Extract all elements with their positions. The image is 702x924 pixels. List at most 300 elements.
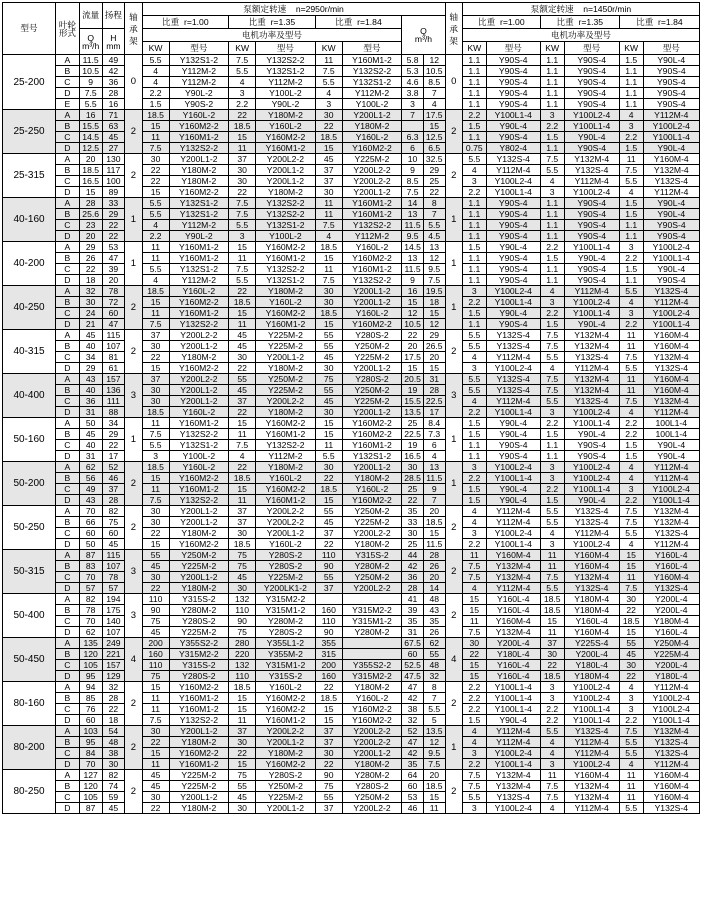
flow-cell: 120 [79,649,102,660]
table-row [3,660,700,671]
kw-cell: 30 [315,297,342,308]
motor-type-cell: Y132S2-2 [256,264,316,275]
kw-cell: 1.5 [142,99,169,110]
motor-type-cell: Y112M-4 [564,286,619,297]
head-cell: 37 [102,484,125,495]
motor-type-cell: Y90S-4 [486,77,540,88]
table-row [3,55,700,66]
motor-type-cell: Y160M-4 [643,792,699,803]
kw-cell: 30 [142,396,169,407]
motor-type-cell: Y160M2-2 [169,539,229,550]
kw-cell: 75 [315,781,342,792]
motor-type-cell: Y180M-2 [256,187,316,198]
head-1450-cell: 11.5 [423,539,445,550]
kw-cell: 110 [315,550,342,561]
flow-cell: 20 [79,231,102,242]
pump-model: 25-200 [3,55,56,110]
kw-cell: 5.5 [142,440,169,451]
motor-type-cell: Y225M-2 [342,352,402,363]
motor-type-cell: Y112M-4 [486,165,540,176]
motor-type-cell: Y100L2-4 [486,176,540,187]
pump-model: 40-200 [3,242,56,286]
kw-cell: 45 [229,330,256,341]
motor-type-cell: Y200L-4 [643,605,699,616]
kw-cell: 55 [229,781,256,792]
flow-cell: 45 [79,429,102,440]
header-type: 型号 [486,42,540,55]
kw-cell: 3 [142,451,169,462]
kw-cell: 37 [229,726,256,737]
bearing-1450: 4 [445,638,462,682]
motor-type-cell: Y180M-2 [169,803,229,814]
flow-cell: 31 [79,451,102,462]
motor-type-cell: Y112M-4 [564,748,619,759]
kw-cell: 1.1 [462,88,486,99]
kw-cell: 5.5 [315,77,342,88]
motor-type-cell: Y200L1-2 [342,407,402,418]
motor-type-cell: Y90S-4 [564,264,619,275]
header-head-unit: H mm [102,29,125,55]
table-row [3,341,700,352]
motor-type-cell: Y160M-4 [564,550,619,561]
head-1450-cell: 8.5 [423,77,445,88]
impeller-cell: A [56,462,80,473]
motor-type-cell: Y132M-4 [564,341,619,352]
kw-cell: 1.1 [540,99,564,110]
motor-type-cell: Y112M-2 [256,451,316,462]
motor-type-cell: Y112M-4 [643,297,699,308]
kw-cell: 55 [142,550,169,561]
pump-model: 50-400 [3,594,56,638]
kw-cell: 4 [315,88,342,99]
kw-cell: 90 [315,561,342,572]
motor-type-cell: Y100L1-4 [643,319,699,330]
kw-cell: 22 [229,363,256,374]
flow-cell: 94 [79,682,102,693]
kw-cell: 1.5 [462,715,486,726]
motor-type-cell: Y112M-4 [486,396,540,407]
kw-cell: 30 [229,583,256,594]
flow-1450-cell: 3.8 [402,88,424,99]
table-row [3,451,700,462]
kw-cell: 22 [142,803,169,814]
motor-type-cell: Y315M2-2 [169,649,229,660]
table-row [3,539,700,550]
kw-cell: 22 [619,605,643,616]
kw-cell: 7.5 [619,165,643,176]
head-cell: 32 [102,682,125,693]
kw-cell: 5.5 [462,330,486,341]
kw-cell: 15 [462,594,486,605]
motor-type-cell: Y90L-4 [564,495,619,506]
motor-type-cell: Y315S-2 [256,671,316,682]
motor-type-cell: Y355M-2 [256,649,316,660]
bearing-2950: 2 [125,110,142,154]
head-1450-cell: 12 [423,319,445,330]
motor-type-cell: Y280S-2 [256,770,316,781]
head-1450-cell: 9.5 [423,264,445,275]
head-cell: 29 [102,209,125,220]
motor-type-cell: Y100L2-4 [564,407,619,418]
flow-1450-cell: 13 [402,209,424,220]
kw-cell: 4 [142,66,169,77]
flow-1450-cell: 12 [402,308,424,319]
motor-type-cell: Y280M-2 [256,616,316,627]
motor-type-cell: Y280S-2 [342,781,402,792]
flow-cell: 76 [79,704,102,715]
kw-cell: 7.5 [540,154,564,165]
kw-cell: 15 [315,704,342,715]
head-1450-cell: 22.5 [423,396,445,407]
motor-type-cell: Y160M1-2 [169,484,229,495]
kw-cell: 11 [142,418,169,429]
pump-model: 25-250 [3,110,56,154]
bearing-2950: 2 [125,330,142,374]
impeller-cell: B [56,66,80,77]
motor-type-cell: Y100L2-4 [564,473,619,484]
kw-cell: 11 [619,341,643,352]
motor-type-cell: Y225S-4 [564,638,619,649]
head-1450-cell: 17 [423,407,445,418]
kw-cell: 11 [142,242,169,253]
head-1450-cell: 9 [423,484,445,495]
kw-cell: 5.5 [619,286,643,297]
table-row [3,473,700,484]
impeller-cell: B [56,649,80,660]
kw-cell: 160 [315,605,342,616]
kw-cell: 30 [315,462,342,473]
motor-type-cell: Y160L-4 [643,627,699,638]
kw-cell: 15 [229,242,256,253]
motor-type-cell: Y90L-4 [486,308,540,319]
kw-cell: 3 [540,693,564,704]
kw-cell: 15 [462,605,486,616]
kw-cell: 2.2 [540,242,564,253]
kw-cell: 2.2 [540,704,564,715]
table-row [3,682,700,693]
kw-cell: 22 [315,121,342,132]
kw-cell: 30 [142,572,169,583]
impeller-cell: A [56,418,80,429]
motor-type-cell: Y160M1-2 [169,704,229,715]
motor-type-cell: Y180M-2 [169,176,229,187]
bearing-2950: 2 [125,770,142,814]
kw-cell: 18.5 [142,462,169,473]
motor-type-cell: Y200L1-2 [169,341,229,352]
kw-cell: 18.5 [315,484,342,495]
kw-cell: 30 [229,803,256,814]
kw-cell: 11 [315,440,342,451]
table-row [3,297,700,308]
head-1450-cell: 8 [423,198,445,209]
motor-type-cell: Y100L2-4 [564,297,619,308]
head-1450-cell: 20 [423,572,445,583]
kw-cell: 45 [619,649,643,660]
kw-cell: 22 [229,187,256,198]
kw-cell: 1.1 [462,231,486,242]
kw-cell: 2.2 [142,88,169,99]
flow-1450-cell: 46 [402,803,424,814]
motor-type-cell: Y355S2-2 [342,660,402,671]
header-ratio-184: 比重 r=1.84 [315,16,402,29]
kw-cell: 5.5 [540,396,564,407]
motor-type-cell: Y132M-4 [564,374,619,385]
kw-cell: 7.5 [315,220,342,231]
flow-1450-cell: 52.5 [402,660,424,671]
kw-cell: 1.5 [540,429,564,440]
kw-cell: 30 [540,649,564,660]
kw-cell: 1.1 [540,440,564,451]
header-ratio-184-b: 比重 r=1.84 [619,16,699,29]
head-cell: 115 [102,550,125,561]
kw-cell: 1.5 [462,121,486,132]
head-cell: 22 [102,440,125,451]
motor-type-cell: Y355L1-2 [256,638,316,649]
kw-cell: 1.5 [462,495,486,506]
kw-cell: 7.5 [462,627,486,638]
kw-cell: 7.5 [229,440,256,451]
motor-type-cell: Y280S-2 [256,561,316,572]
table-row [3,352,700,363]
flow-1450-cell: 9.5 [402,231,424,242]
flow-cell: 45 [79,330,102,341]
kw-cell: 110 [229,605,256,616]
kw-cell: 30 [229,737,256,748]
motor-type-cell: Y112M-4 [643,187,699,198]
motor-type-cell: Y180M-2 [342,539,402,550]
head-cell: 20 [102,275,125,286]
kw-cell: 5.5 [619,737,643,748]
header-type: 型号 [342,42,402,55]
head-cell: 249 [102,638,125,649]
head-cell: 36 [102,77,125,88]
impeller-cell: D [56,495,80,506]
head-1450-cell: 5.5 [423,704,445,715]
kw-cell: 1.5 [462,429,486,440]
kw-cell: 37 [142,330,169,341]
kw-cell: 5.5 [462,154,486,165]
flow-1450-cell: 19 [402,385,424,396]
kw-cell [315,594,342,605]
kw-cell: 22 [229,110,256,121]
header-ratio-100-b: 比重 r=1.00 [462,16,540,29]
kw-cell: 45 [229,385,256,396]
motor-type-cell: Y90S-4 [564,231,619,242]
kw-cell: 15 [315,319,342,330]
kw-cell: 7.5 [315,275,342,286]
kw-cell: 4 [462,726,486,737]
kw-cell: 90 [315,770,342,781]
flow-1450-cell: 28.5 [402,473,424,484]
table-row [3,242,700,253]
motor-type-cell: Y90S-2 [169,99,229,110]
kw-cell: 132 [229,660,256,671]
kw-cell: 30 [315,363,342,374]
motor-type-cell: Y180M-2 [342,682,402,693]
motor-type-cell: Y112M-2 [342,231,402,242]
kw-cell: 15 [142,121,169,132]
motor-type-cell: Y160L-4 [564,616,619,627]
kw-cell: 1.1 [462,319,486,330]
motor-type-cell: Y112M-2 [169,220,229,231]
head-1450-cell: 5.5 [423,220,445,231]
motor-type-cell: Y90L-4 [643,198,699,209]
motor-type-cell: Y160M2-2 [169,363,229,374]
motor-type-cell: Y132S-4 [564,165,619,176]
kw-cell: 1.1 [540,55,564,66]
head-cell: 60 [102,528,125,539]
motor-type-cell: Y132S2-2 [256,198,316,209]
motor-type-cell: Y225M-2 [256,572,316,583]
flow-1450-cell: 39 [402,605,424,616]
motor-type-cell: Y225M-4 [643,649,699,660]
motor-type-cell: Y132S-4 [564,517,619,528]
motor-type-cell: Y112M-4 [564,737,619,748]
flow-cell: 56 [79,473,102,484]
table-row [3,99,700,110]
motor-type-cell: Y200L-4 [486,638,540,649]
motor-type-cell: Y160M2-2 [169,682,229,693]
pump-model: 80-200 [3,726,56,770]
kw-cell: 7.5 [619,352,643,363]
motor-type-cell: Y200L1-2 [169,572,229,583]
motor-type-cell: Y280S-2 [169,671,229,682]
kw-cell: 3 [619,242,643,253]
flow-1450-cell: 6 [402,143,424,154]
kw-cell: 75 [229,561,256,572]
motor-type-cell: Y100L1-4 [643,715,699,726]
motor-type-cell: Y132S2-2 [169,319,229,330]
motor-type-cell: Y132M-4 [643,396,699,407]
flow-1450-cell: 11.5 [402,264,424,275]
motor-type-cell: Y132S-4 [486,341,540,352]
motor-type-cell: Y160M1-2 [169,308,229,319]
flow-1450-cell: 35 [402,506,424,517]
motor-type-cell: Y112M-4 [486,726,540,737]
kw-cell: 11 [540,770,564,781]
motor-type-cell: Y160M1-2 [169,693,229,704]
pump-model: 40-160 [3,198,56,242]
motor-type-cell: Y132S2-2 [169,429,229,440]
flow-cell: 11.5 [79,55,102,66]
head-cell: 82 [102,770,125,781]
motor-type-cell: Y132M-4 [486,572,540,583]
table-row [3,264,700,275]
kw-cell: 1.5 [462,242,486,253]
flow-cell: 40 [79,385,102,396]
flow-1450-cell: 7 [402,110,424,121]
motor-type-cell: Y160L-2 [169,462,229,473]
kw-cell: 5.5 [142,198,169,209]
kw-cell: 15 [142,539,169,550]
kw-cell: 11 [142,693,169,704]
kw-cell: 2.2 [619,495,643,506]
motor-type-cell: Y200L-4 [643,660,699,671]
kw-cell: 11 [540,561,564,572]
kw-cell: 3 [540,297,564,308]
kw-cell: 1.5 [619,198,643,209]
bearing-1450: 0 [445,55,462,110]
pump-model: 50-250 [3,506,56,550]
head-cell: 117 [102,165,125,176]
motor-type-cell: Y132S-4 [643,803,699,814]
header-type: 型号 [256,42,316,55]
flow-1450-cell: 15.5 [402,396,424,407]
impeller-cell: B [56,517,80,528]
impeller-cell: C [56,396,80,407]
kw-cell: 4 [540,737,564,748]
head-cell: 175 [102,605,125,616]
kw-cell: 2.2 [462,297,486,308]
kw-cell: 0.75 [462,143,486,154]
kw-cell: 30 [229,176,256,187]
kw-cell: 3 [229,231,256,242]
kw-cell: 1.1 [540,77,564,88]
motor-type-cell: Y225M-2 [169,781,229,792]
head-1450-cell: 20 [423,770,445,781]
motor-type-cell: Y180M-2 [256,407,316,418]
motor-type-cell: Y90L-2 [169,88,229,99]
motor-type-cell: Y132S-4 [643,286,699,297]
impeller-cell: D [56,715,80,726]
kw-cell: 1.1 [462,253,486,264]
kw-cell: 18.5 [229,682,256,693]
motor-type-cell [342,638,402,649]
flow-1450-cell: 33 [402,517,424,528]
impeller-cell: B [56,693,80,704]
kw-cell: 15 [229,693,256,704]
kw-cell: 5.5 [619,176,643,187]
flow-cell: 60 [79,715,102,726]
kw-cell: 1.1 [462,66,486,77]
kw-cell: 37 [229,506,256,517]
motor-type-cell: Y160M-4 [643,385,699,396]
motor-type-cell: Y90L-4 [643,264,699,275]
motor-type-cell: Y90L-4 [643,440,699,451]
motor-type-cell: Y132M-4 [643,726,699,737]
bearing-2950: 3 [125,374,142,418]
motor-type-cell: Y100L2-4 [643,242,699,253]
table-row [3,385,700,396]
bearing-2950: 2 [125,506,142,550]
head-cell: 45 [102,803,125,814]
kw-cell: 15 [462,660,486,671]
kw-cell: 30 [142,517,169,528]
flow-cell: 103 [79,726,102,737]
kw-cell: 11 [619,154,643,165]
head-cell: 89 [102,187,125,198]
kw-cell: 11 [619,374,643,385]
flow-1450-cell: 36 [402,572,424,583]
head-1450-cell: 14 [423,583,445,594]
kw-cell: 30 [229,528,256,539]
table-row [3,132,700,143]
impeller-cell: D [56,187,80,198]
motor-type-cell: Y160M2-2 [256,759,316,770]
flow-cell: 15 [79,187,102,198]
kw-cell: 30 [619,660,643,671]
head-cell: 88 [102,407,125,418]
impeller-cell: A [56,374,80,385]
impeller-cell: B [56,605,80,616]
kw-cell: 55 [315,506,342,517]
motor-type-cell [342,649,402,660]
table-row [3,462,700,473]
table-row [3,319,700,330]
motor-type-cell: Y180M-4 [564,671,619,682]
motor-type-cell: Y160M2-2 [169,473,229,484]
head-1450-cell: 15 [423,528,445,539]
